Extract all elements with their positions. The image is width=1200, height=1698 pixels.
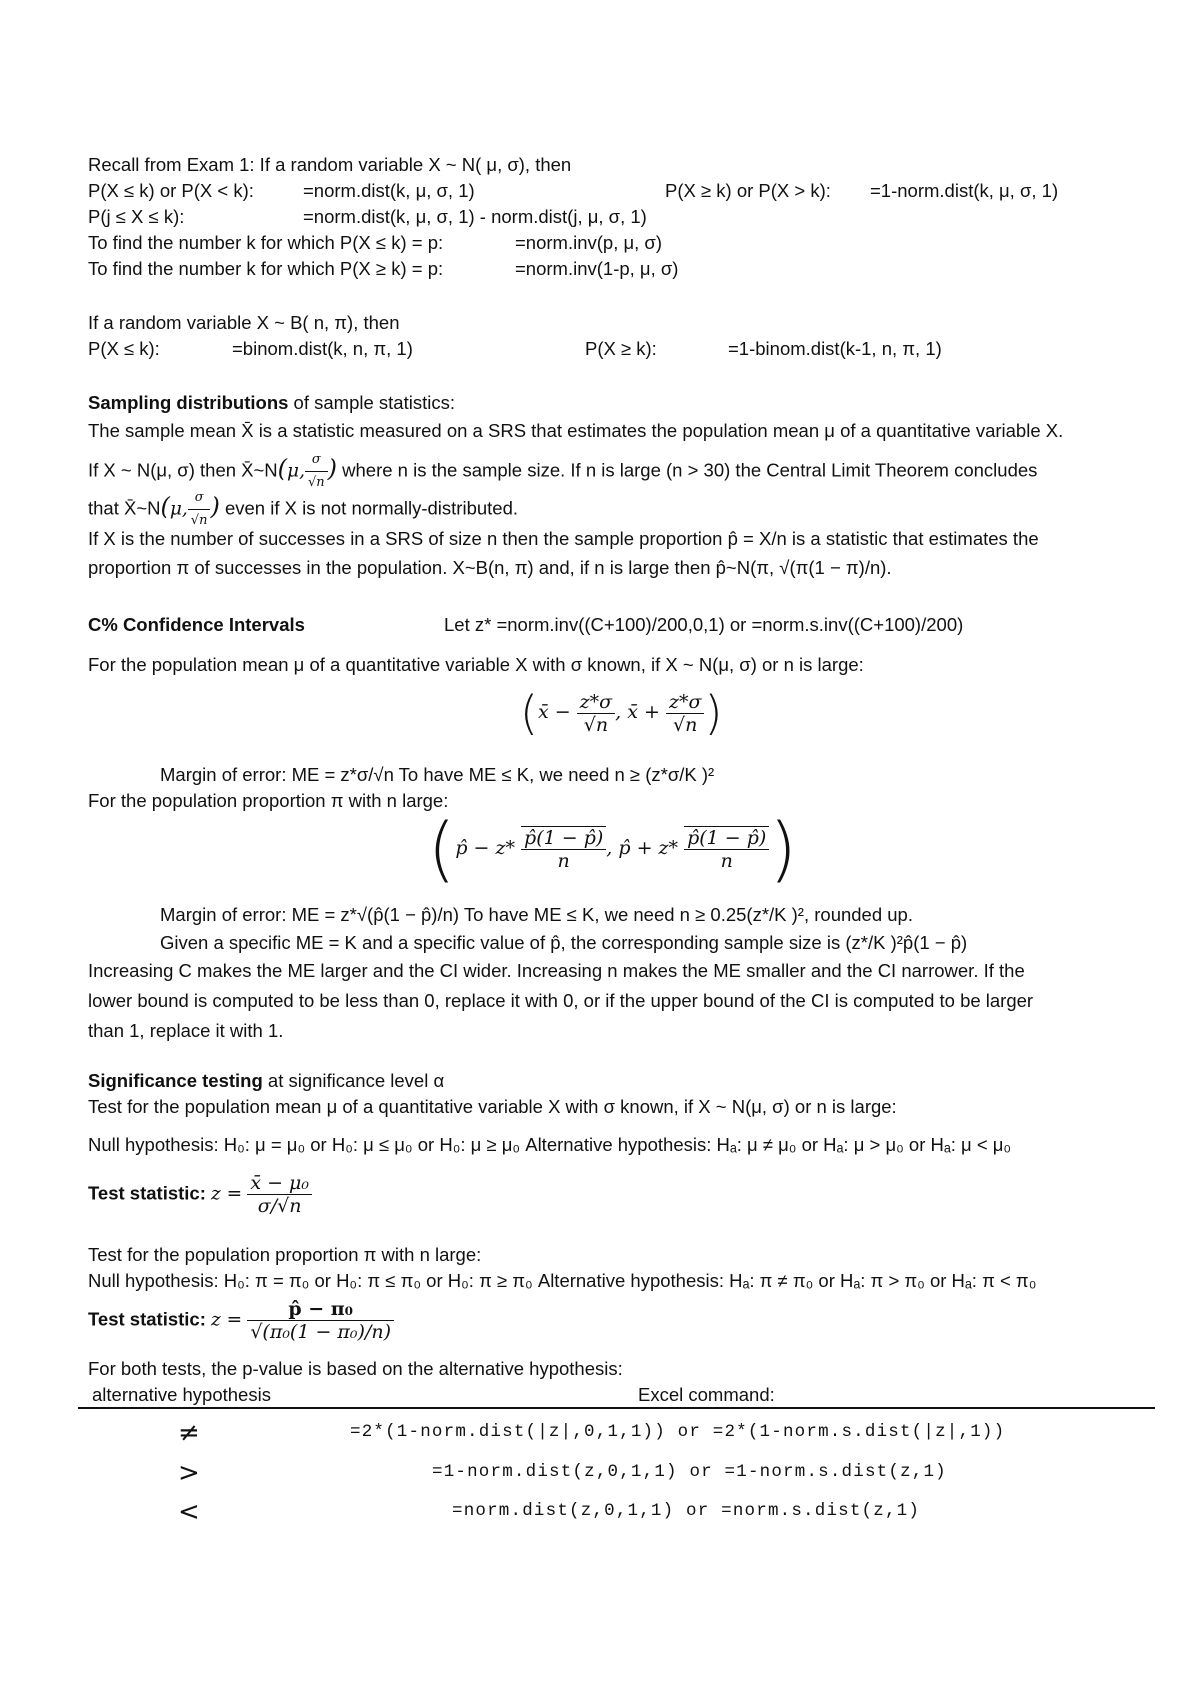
pvalue-intro: For both tests, the p-value is based on the alternative hypothesis: <box>88 1358 623 1379</box>
inv-lower-label: To find the number k for which P(X ≤ k) = p: <box>88 232 444 253</box>
sample-proportion-distribution: proportion π of successes in the population. X~B(n, π) and, if n is large then p̂~N(π, √(π(1 − π)/n). <box>88 557 892 578</box>
lower-tail-command: =norm.dist(z,0,1,1) or =norm.s.dist(z,1) <box>452 1501 921 1521</box>
inv-upper-label: To find the number k for which P(X ≥ k) = p: <box>88 258 444 279</box>
ci-prop-margin: Margin of error: ME = z*√(p̂(1 − p̂)/n) To have ME ≤ K, we need n ≥ 0.25(z*/K )², rounded up. <box>160 904 913 925</box>
ci-prop-interval: (p̂ − z* $\frac{p̂(1 - p̂)}{n}$ , p̂ + z* $\frac{p̂(1 - p̂)}{n}$ ) <box>428 808 797 890</box>
inv-upper-formula: =norm.inv(1-p, μ, σ) <box>515 258 679 279</box>
two-sided-command: =2*(1-norm.dist(|z|,0,1,1)) or =2*(1-norm.s.dist(|z|,1)) <box>350 1422 1006 1442</box>
binom-cdf-formula: =binom.dist(k, n, π, 1) <box>232 338 413 359</box>
ci-mean-interval: (x̄ − $\frac{z*\sigma}{√n}$ , x̄ + $\frac{z*\sigma}{√n}$ ) <box>520 686 723 740</box>
binom-intro: If a random variable X ~ B( n, π), then <box>88 312 400 333</box>
sample-mean-distribution: If X ~ N(μ, σ) then X̄~N(μ, $\frac{\sigma}{√n}$ ) where n is the sample size. If n is large (n > 30) the Central Limit Theorem concludes <box>88 449 1037 494</box>
sampling-heading: Sampling distributions of sample statistics: <box>88 392 455 413</box>
upper-tail-command: =1-norm.dist(z,0,1,1) or =1-norm.s.dist(z,1) <box>432 1462 947 1482</box>
ci-mean-intro: For the population mean μ of a quantitative variable X with σ known, if X ~ N(μ, σ) or n is large: <box>88 654 864 675</box>
normal-cdf-formula: =norm.dist(k, μ, σ, 1) <box>303 180 475 201</box>
normal-upper-label: P(X ≥ k) or P(X > k): <box>665 180 831 201</box>
normal-between-label: P(j ≤ X ≤ k): <box>88 206 185 227</box>
inv-lower-formula: =norm.inv(p, μ, σ) <box>515 232 662 253</box>
normal-between-formula: =norm.dist(k, μ, σ, 1) - norm.dist(j, μ, σ, 1) <box>303 206 647 227</box>
sig-mean-statistic: Test statistic: z = $\frac{\text{x̄ − μ₀}}{\sigma/√n}$ <box>88 1172 312 1217</box>
table-header-alternative: alternative hypothesis <box>92 1384 271 1405</box>
table-header-excel: Excel command: <box>638 1384 775 1405</box>
less-than-symbol: < <box>178 1497 200 1527</box>
not-equal-symbol: ≠ <box>178 1418 200 1448</box>
binom-upper-formula: =1-binom.dist(k-1, n, π, 1) <box>728 338 942 359</box>
ci-note-line1: Increasing C makes the ME larger and the CI wider. Increasing n makes the ME smaller and the CI narrower. If the <box>88 960 1025 981</box>
sig-prop-statistic: Test statistic: z = $\frac{\text{p̂ − π₀}}{\text{√(π₀(1 − π₀)/n)}}$ <box>88 1298 394 1343</box>
normal-cdf-label: P(X ≤ k) or P(X < k): <box>88 180 254 201</box>
ci-note-line2: lower bound is computed to be less than 0, replace it with 0, or if the upper bound of the CI is computed to be larger <box>88 990 1034 1011</box>
binom-upper-label: P(X ≥ k): <box>585 338 657 359</box>
sig-heading: Significance testing at significance level α <box>88 1070 445 1091</box>
ci-heading: C% Confidence Intervals <box>88 614 305 635</box>
clt-statement: that X̄~N(μ, $\frac{\sigma}{√n}$ ) even if X is not normally-distributed. <box>88 487 518 532</box>
table-rule <box>78 1407 1155 1409</box>
zstar-formula: Let z* =norm.inv((C+100)/200,0,1) or =norm.s.inv((C+100)/200) <box>444 614 964 635</box>
sig-mean-hypotheses: Null hypothesis: H₀: μ = μ₀ or H₀: μ ≤ μ₀ or H₀: μ ≥ μ₀ Alternative hypothesis: Hₐ: μ ≠ μ₀ or Hₐ: μ > μ₀ or Hₐ: μ < μ₀ <box>88 1134 1012 1155</box>
sig-prop-hypotheses: Null hypothesis: H₀: π = π₀ or H₀: π ≤ π₀ or H₀: π ≥ π₀ Alternative hypothesis: Hₐ: π ≠ π₀ or Hₐ: π > π₀ or Hₐ: π < π₀ <box>88 1270 1037 1291</box>
sig-prop-intro: Test for the population proportion π with n large: <box>88 1244 482 1265</box>
sample-proportion-definition: If X is the number of successes in a SRS of size n then the sample proportion p̂ = X/n is a statistic that estimates the <box>88 528 1039 549</box>
exam1-intro: Recall from Exam 1: If a random variable X ~ N( μ, σ), then <box>88 154 572 175</box>
ci-prop-sample-size: Given a specific ME = K and a specific value of p̂, the corresponding sample size is (z*/K )²p̂(1 − p̂) <box>160 932 968 953</box>
sig-mean-intro: Test for the population mean μ of a quantitative variable X with σ known, if X ~ N(μ, σ) or n is large: <box>88 1096 897 1117</box>
ci-prop-intro: For the population proportion π with n large: <box>88 790 449 811</box>
normal-upper-formula: =1-norm.dist(k, μ, σ, 1) <box>870 180 1059 201</box>
sample-mean-definition: The sample mean X̄ is a statistic measured on a SRS that estimates the population mean μ of a quantitative variable X. <box>88 420 1064 441</box>
binom-cdf-label: P(X ≤ k): <box>88 338 160 359</box>
ci-note-line3: than 1, replace it with 1. <box>88 1020 284 1041</box>
greater-than-symbol: > <box>178 1458 200 1488</box>
ci-mean-margin: Margin of error: ME = z*σ/√n To have ME ≤ K, we need n ≥ (z*σ/K )² <box>160 764 715 785</box>
